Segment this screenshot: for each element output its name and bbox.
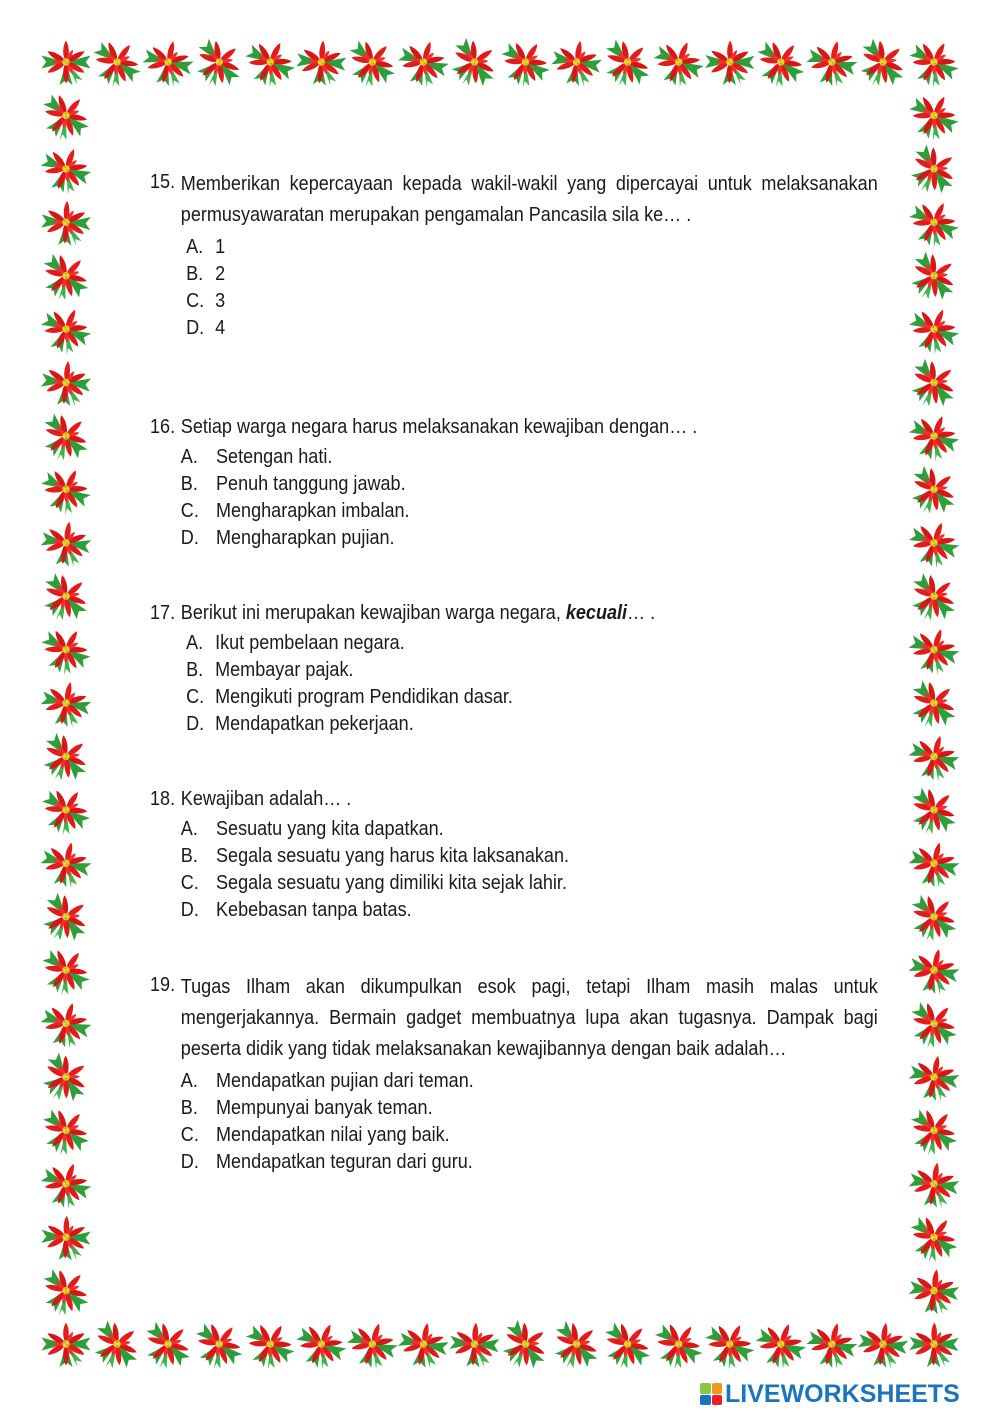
option-text: Ikut pembelaan negara. [215, 631, 405, 654]
answer-option[interactable] [181, 815, 878, 842]
poinsettia-icon [37, 677, 94, 731]
poinsettia-icon [594, 29, 660, 95]
option-letter: B. [180, 472, 198, 495]
poinsettia-icon [32, 83, 98, 149]
poinsettia-icon [906, 1159, 962, 1210]
emphasis-word: kecuali [565, 601, 628, 624]
poinsettia-icon [903, 621, 964, 679]
answer-option[interactable] [181, 1067, 878, 1094]
poinsettia-icon [901, 85, 965, 148]
option-letter: A. [186, 235, 204, 258]
poinsettia-icon [900, 991, 966, 1057]
question-15 [150, 168, 878, 341]
poinsettia-icon [900, 1098, 966, 1164]
option-text: Kebebasan tanpa batas. [216, 898, 412, 921]
poinsettia-icon [901, 243, 965, 309]
poinsettia-icon [84, 1312, 149, 1378]
option-text: Segala sesuatu yang dimiliki kita sejak lahir. [216, 871, 567, 894]
poinsettia-icon [393, 34, 454, 92]
answer-option[interactable] [181, 1148, 878, 1175]
option-text: Setengan hati. [216, 445, 333, 468]
liveworksheets-logo [700, 1381, 960, 1407]
poinsettia-icon [295, 39, 348, 87]
answer-options [181, 629, 878, 737]
poinsettia-icon [647, 33, 710, 93]
option-letter: D. [186, 316, 205, 339]
answer-option[interactable] [181, 287, 878, 314]
option-text: Mengharapkan imbalan. [216, 499, 410, 522]
option-text: Membayar pajak. [215, 658, 354, 681]
question-number: 18. [150, 787, 176, 810]
question-text: Setiap warga negara harus melaksanakan kewajiban dengan… . [180, 415, 698, 438]
poinsettia-icon [548, 37, 604, 89]
poinsettia-icon [34, 299, 97, 360]
question-number: 16. [150, 415, 176, 438]
option-letter: A. [180, 817, 198, 840]
liveworksheets-logo-text: LIVEWORKSHEETS [725, 1379, 960, 1408]
poinsettia-icon [901, 457, 966, 523]
poinsettia-icon [139, 35, 197, 90]
poinsettia-icon [84, 30, 150, 95]
poinsettia-icon [901, 564, 967, 630]
question-19 [150, 971, 878, 1175]
poinsettia-icon [32, 1258, 98, 1324]
answer-option[interactable] [181, 497, 878, 524]
option-letter: A. [180, 1069, 198, 1092]
poinsettia-icon [901, 350, 966, 416]
question-text: Kewajiban adalah… . [180, 787, 352, 810]
poinsettia-icon [35, 140, 97, 199]
option-letter: D. [180, 1150, 199, 1173]
option-letter: C. [186, 685, 205, 708]
poinsettia-icon [902, 299, 965, 360]
poinsettia-icon [38, 518, 94, 569]
poinsettia-icon [41, 1215, 92, 1261]
poinsettia-icon [697, 1313, 761, 1376]
option-text: Mengharapkan pujian. [216, 526, 395, 549]
option-text: Segala sesuatu yang harus kita laksanakan. [216, 844, 570, 867]
option-text: Mengikuti program Pendidikan dasar. [215, 685, 513, 708]
poinsettia-icon [395, 1318, 452, 1371]
poinsettia-icon [543, 1311, 609, 1377]
poinsettia-icon [186, 1312, 252, 1377]
question-18 [150, 785, 878, 923]
question-number: 19. [150, 973, 176, 996]
liveworksheets-logo-icon [700, 1383, 722, 1405]
poinsettia-icon [492, 31, 557, 95]
option-text: Mempunyai banyak teman. [216, 1096, 433, 1119]
poinsettia-icon [41, 41, 90, 85]
answer-option[interactable] [181, 524, 878, 551]
answer-option[interactable] [181, 842, 878, 869]
question-text: Berikut ini merupakan kewajiban warga negara, kecuali… . [180, 601, 656, 624]
answer-options [181, 1067, 878, 1175]
poinsettia-icon [442, 30, 506, 96]
option-letter: B. [180, 1096, 198, 1119]
option-text: Mendapatkan teguran dari guru. [216, 1150, 473, 1173]
answer-options [181, 443, 878, 551]
poinsettia-icon [36, 836, 95, 892]
poinsettia-icon [33, 938, 99, 1003]
poinsettia-icon [32, 403, 98, 469]
poinsettia-icon [35, 1155, 97, 1214]
poinsettia-icon [41, 1323, 90, 1367]
poinsettia-icon [645, 1312, 711, 1377]
answer-option[interactable] [181, 443, 878, 470]
poinsettia-icon [34, 459, 98, 521]
poinsettia-icon [34, 1045, 97, 1110]
answer-option[interactable] [181, 1094, 878, 1121]
option-text: Sesuatu yang kita dapatkan. [216, 817, 444, 840]
option-text: 4 [215, 316, 226, 339]
option-text: Penuh tanggung jawab. [216, 472, 406, 495]
poinsettia-icon [238, 32, 302, 94]
poinsettia-icon [33, 724, 98, 790]
poinsettia-icon [493, 1312, 557, 1377]
option-letter: D. [180, 526, 199, 549]
poinsettia-icon [802, 35, 861, 91]
poinsettia-icon [40, 200, 91, 247]
question-text: Memberikan kepercayaan kepada wakil-wakil yang dipercayai untuk melaksanakan permusyawaratan merupakan pengamalan Pancasila sila ke… . [180, 172, 878, 226]
poinsettia-icon [289, 1314, 352, 1375]
poinsettia-icon [32, 1098, 98, 1164]
poinsettia-icon [32, 243, 98, 309]
answer-option[interactable] [181, 233, 878, 260]
poinsettia-icon [850, 29, 915, 95]
option-letter: C. [180, 1123, 199, 1146]
poinsettia-icon [905, 944, 963, 998]
question-text: Tugas Ilham akan dikumpulkan esok pagi, tetapi Ilham masih malas untuk mengerjakannya. Bermain gadget membuatnya lupa akan tugasnya. Dampak bagi peserta didik yang tidak melaksanakan kewajibannya dengan baik adalah… [180, 975, 878, 1060]
poinsettia-icon [594, 1312, 660, 1378]
poinsettia-icon [33, 564, 99, 630]
poinsettia-icon [902, 192, 966, 254]
option-text: Mendapatkan pujian dari teman. [216, 1069, 474, 1092]
answer-option[interactable] [181, 629, 878, 656]
poinsettia-icon [900, 1205, 966, 1270]
poinsettia-icon [237, 1313, 302, 1377]
answer-option[interactable] [181, 869, 878, 896]
option-text: Mendapatkan pekerjaan. [215, 712, 414, 735]
answer-options [181, 233, 878, 341]
answer-option[interactable] [181, 710, 878, 737]
question-number: 17. [150, 601, 176, 624]
poinsettia-icon [900, 777, 966, 843]
poinsettia-icon [900, 884, 966, 950]
option-letter: C. [180, 871, 199, 894]
option-letter: D. [186, 712, 205, 735]
poinsettia-icon [904, 729, 964, 786]
poinsettia-icon [186, 29, 251, 95]
answer-option[interactable] [181, 656, 878, 683]
answer-option[interactable] [181, 470, 878, 497]
poinsettia-icon [909, 1322, 959, 1367]
poinsettia-icon [901, 31, 965, 94]
option-text: 1 [215, 235, 226, 258]
option-letter: A. [180, 445, 198, 468]
answer-options [181, 815, 878, 923]
poinsettia-icon [802, 1317, 861, 1373]
poinsettia-icon [902, 407, 965, 467]
poinsettia-icon [33, 778, 99, 842]
answer-option[interactable] [181, 314, 878, 341]
poinsettia-icon [907, 1266, 961, 1316]
poinsettia-icon [855, 1319, 910, 1370]
poinsettia-icon [904, 836, 963, 892]
poinsettia-icon [749, 1315, 811, 1374]
option-letter: C. [180, 499, 199, 522]
poinsettia-icon [33, 619, 98, 682]
question-16 [150, 413, 878, 551]
option-letter: D. [180, 898, 199, 921]
option-letter: A. [186, 631, 204, 654]
option-letter: B. [180, 844, 198, 867]
question-17 [150, 599, 878, 737]
worksheet-content [150, 168, 878, 1175]
option-letter: C. [186, 289, 205, 312]
poinsettia-icon [39, 359, 93, 408]
poinsettia-icon [36, 996, 96, 1053]
option-text: Mendapatkan nilai yang baik. [216, 1123, 450, 1146]
poinsettia-icon [33, 884, 97, 950]
answer-option[interactable] [181, 683, 878, 710]
option-letter: B. [186, 658, 204, 681]
answer-option[interactable] [181, 1121, 878, 1148]
poinsettia-icon [448, 1321, 500, 1369]
poinsettia-icon [342, 1316, 402, 1373]
poinsettia-icon [705, 40, 755, 85]
option-letter: B. [186, 262, 204, 285]
poinsettia-icon [905, 1051, 962, 1104]
poinsettia-icon [900, 670, 966, 736]
poinsettia-icon [135, 1311, 201, 1377]
option-text: 2 [215, 262, 226, 285]
poinsettia-icon [747, 30, 813, 95]
answer-option[interactable] [181, 260, 878, 287]
poinsettia-icon [901, 137, 965, 202]
question-number: 15. [150, 170, 176, 193]
answer-option[interactable] [181, 896, 878, 923]
poinsettia-icon [903, 514, 965, 573]
option-text: 3 [215, 289, 226, 312]
poinsettia-icon [339, 30, 405, 96]
